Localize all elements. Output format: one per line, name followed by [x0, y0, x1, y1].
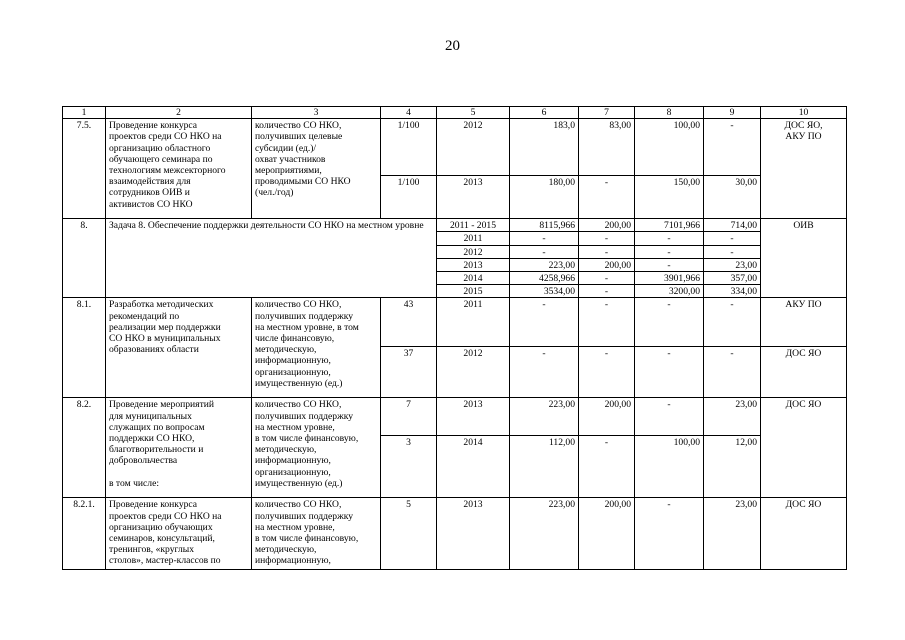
- indicator: количество СО НКО, получивших поддержку на местном уровне, в том числе финансовую, методическую, информационную, организационную, имущественную (ед.): [252, 398, 381, 498]
- amount-federal: -: [579, 436, 635, 498]
- year: 2011 - 2015: [437, 219, 510, 232]
- table-row: [63, 498, 847, 570]
- year: 2011: [437, 232, 510, 245]
- amount-total: -: [510, 347, 579, 398]
- target-value: 3: [381, 436, 437, 498]
- amount-federal: -: [579, 298, 635, 347]
- amount-regional: -: [635, 258, 704, 271]
- amount-federal: 83,00: [579, 119, 635, 176]
- measure-name: Разработка методических рекомендаций по реализации мер поддержки СО НКО в муниципальных образованиях области: [106, 298, 252, 398]
- amount-total: -: [510, 298, 579, 347]
- amount-other: -: [704, 347, 761, 398]
- amount-total: 8115,966: [510, 219, 579, 232]
- year: 2012: [437, 245, 510, 258]
- amount-federal: -: [579, 272, 635, 285]
- amount-federal: 200,00: [579, 498, 635, 570]
- amount-federal: 200,00: [579, 219, 635, 232]
- amount-federal: -: [579, 245, 635, 258]
- amount-regional: -: [635, 498, 704, 570]
- amount-other: 23,00: [704, 258, 761, 271]
- indicator: количество СО НКО, получивших поддержку на местном уровне, в том числе финансовую, методическую, информационную, организационную, имущественную (ед.): [252, 298, 381, 398]
- amount-regional: -: [635, 298, 704, 347]
- target-value: 5: [381, 498, 437, 570]
- amount-regional: -: [635, 232, 704, 245]
- year: 2013: [437, 498, 510, 570]
- item-number: 8.: [63, 219, 106, 298]
- amount-other: -: [704, 119, 761, 176]
- header-cell: 10: [761, 107, 847, 119]
- amount-total: 112,00: [510, 436, 579, 498]
- amount-total: -: [510, 232, 579, 245]
- measure-name: Проведение конкурса проектов среди СО НКО на организацию областного обучающего семинара по технологиям межсекторного взаимодействия для сотрудников ОИВ и активистов СО НКО: [106, 119, 252, 219]
- year: 2013: [437, 398, 510, 436]
- target-value: 1/100: [381, 176, 437, 219]
- amount-total: 180,00: [510, 176, 579, 219]
- amount-other: 714,00: [704, 219, 761, 232]
- indicator: количество СО НКО, получивших целевые субсидии (ед.)/ охват участников мероприятиями, проводимыми СО НКО (чел./год): [252, 119, 381, 219]
- program-table: [62, 106, 847, 570]
- year: 2012: [437, 119, 510, 176]
- indicator: количество СО НКО, получивших поддержку на местном уровне, в том числе финансовую, методическую, информационную,: [252, 498, 381, 570]
- table-row: [63, 298, 847, 347]
- amount-regional: 3200,00: [635, 285, 704, 298]
- executor: ДОС ЯО: [761, 398, 847, 498]
- year: 2014: [437, 436, 510, 498]
- item-number: 8.2.: [63, 398, 106, 498]
- amount-other: -: [704, 232, 761, 245]
- amount-total: 3534,00: [510, 285, 579, 298]
- header-row: [63, 107, 847, 119]
- amount-other: 30,00: [704, 176, 761, 219]
- amount-other: -: [704, 298, 761, 347]
- executor: ДОС ЯО, АКУ ПО: [761, 119, 847, 219]
- header-cell: 7: [579, 107, 635, 119]
- item-number: 7.5.: [63, 119, 106, 219]
- table-row: [63, 219, 847, 232]
- amount-total: 223,00: [510, 258, 579, 271]
- year: 2015: [437, 285, 510, 298]
- amount-regional: 100,00: [635, 436, 704, 498]
- header-cell: 6: [510, 107, 579, 119]
- header-cell: 5: [437, 107, 510, 119]
- amount-total: 183,0: [510, 119, 579, 176]
- amount-other: 23,00: [704, 498, 761, 570]
- amount-total: 223,00: [510, 398, 579, 436]
- target-value: 43: [381, 298, 437, 347]
- year: 2011: [437, 298, 510, 347]
- executor: ДОС ЯО: [761, 347, 847, 398]
- year: 2012: [437, 347, 510, 398]
- measure-name: Проведение конкурса проектов среди СО НКО на организацию обучающих семинаров, консультаций, тренингов, «круглых столов», мастер-классов по: [106, 498, 252, 570]
- amount-regional: 3901,966: [635, 272, 704, 285]
- amount-regional: -: [635, 245, 704, 258]
- page-number: 20: [445, 38, 460, 54]
- header-cell: 1: [63, 107, 106, 119]
- amount-regional: -: [635, 398, 704, 436]
- header-cell: 3: [252, 107, 381, 119]
- amount-federal: -: [579, 176, 635, 219]
- task-title: Задача 8. Обеспечение поддержки деятельности СО НКО на местном уровне: [106, 219, 437, 298]
- amount-total: 4258,966: [510, 272, 579, 285]
- item-number: 8.1.: [63, 298, 106, 398]
- header-cell: 8: [635, 107, 704, 119]
- amount-regional: 150,00: [635, 176, 704, 219]
- amount-total: 223,00: [510, 498, 579, 570]
- amount-regional: -: [635, 347, 704, 398]
- measure-name: Проведение мероприятий для муниципальных служащих по вопросам поддержки СО НКО, благотворительности и добровольчества в том числе:: [106, 398, 252, 498]
- amount-federal: -: [579, 347, 635, 398]
- amount-federal: -: [579, 232, 635, 245]
- executor: ОИВ: [761, 219, 847, 298]
- target-value: 37: [381, 347, 437, 398]
- executor: АКУ ПО: [761, 298, 847, 347]
- amount-other: 357,00: [704, 272, 761, 285]
- executor: ДОС ЯО: [761, 498, 847, 570]
- year: 2014: [437, 272, 510, 285]
- header-cell: 9: [704, 107, 761, 119]
- target-value: 1/100: [381, 119, 437, 176]
- amount-regional: 7101,966: [635, 219, 704, 232]
- amount-federal: 200,00: [579, 398, 635, 436]
- target-value: 7: [381, 398, 437, 436]
- amount-federal: -: [579, 285, 635, 298]
- amount-other: 334,00: [704, 285, 761, 298]
- year: 2013: [437, 258, 510, 271]
- amount-other: 12,00: [704, 436, 761, 498]
- header-cell: 2: [106, 107, 252, 119]
- year: 2013: [437, 176, 510, 219]
- amount-other: -: [704, 245, 761, 258]
- table-row: [63, 398, 847, 436]
- item-number: 8.2.1.: [63, 498, 106, 570]
- table-row: [63, 119, 847, 176]
- header-cell: 4: [381, 107, 437, 119]
- amount-regional: 100,00: [635, 119, 704, 176]
- amount-other: 23,00: [704, 398, 761, 436]
- amount-total: -: [510, 245, 579, 258]
- amount-federal: 200,00: [579, 258, 635, 271]
